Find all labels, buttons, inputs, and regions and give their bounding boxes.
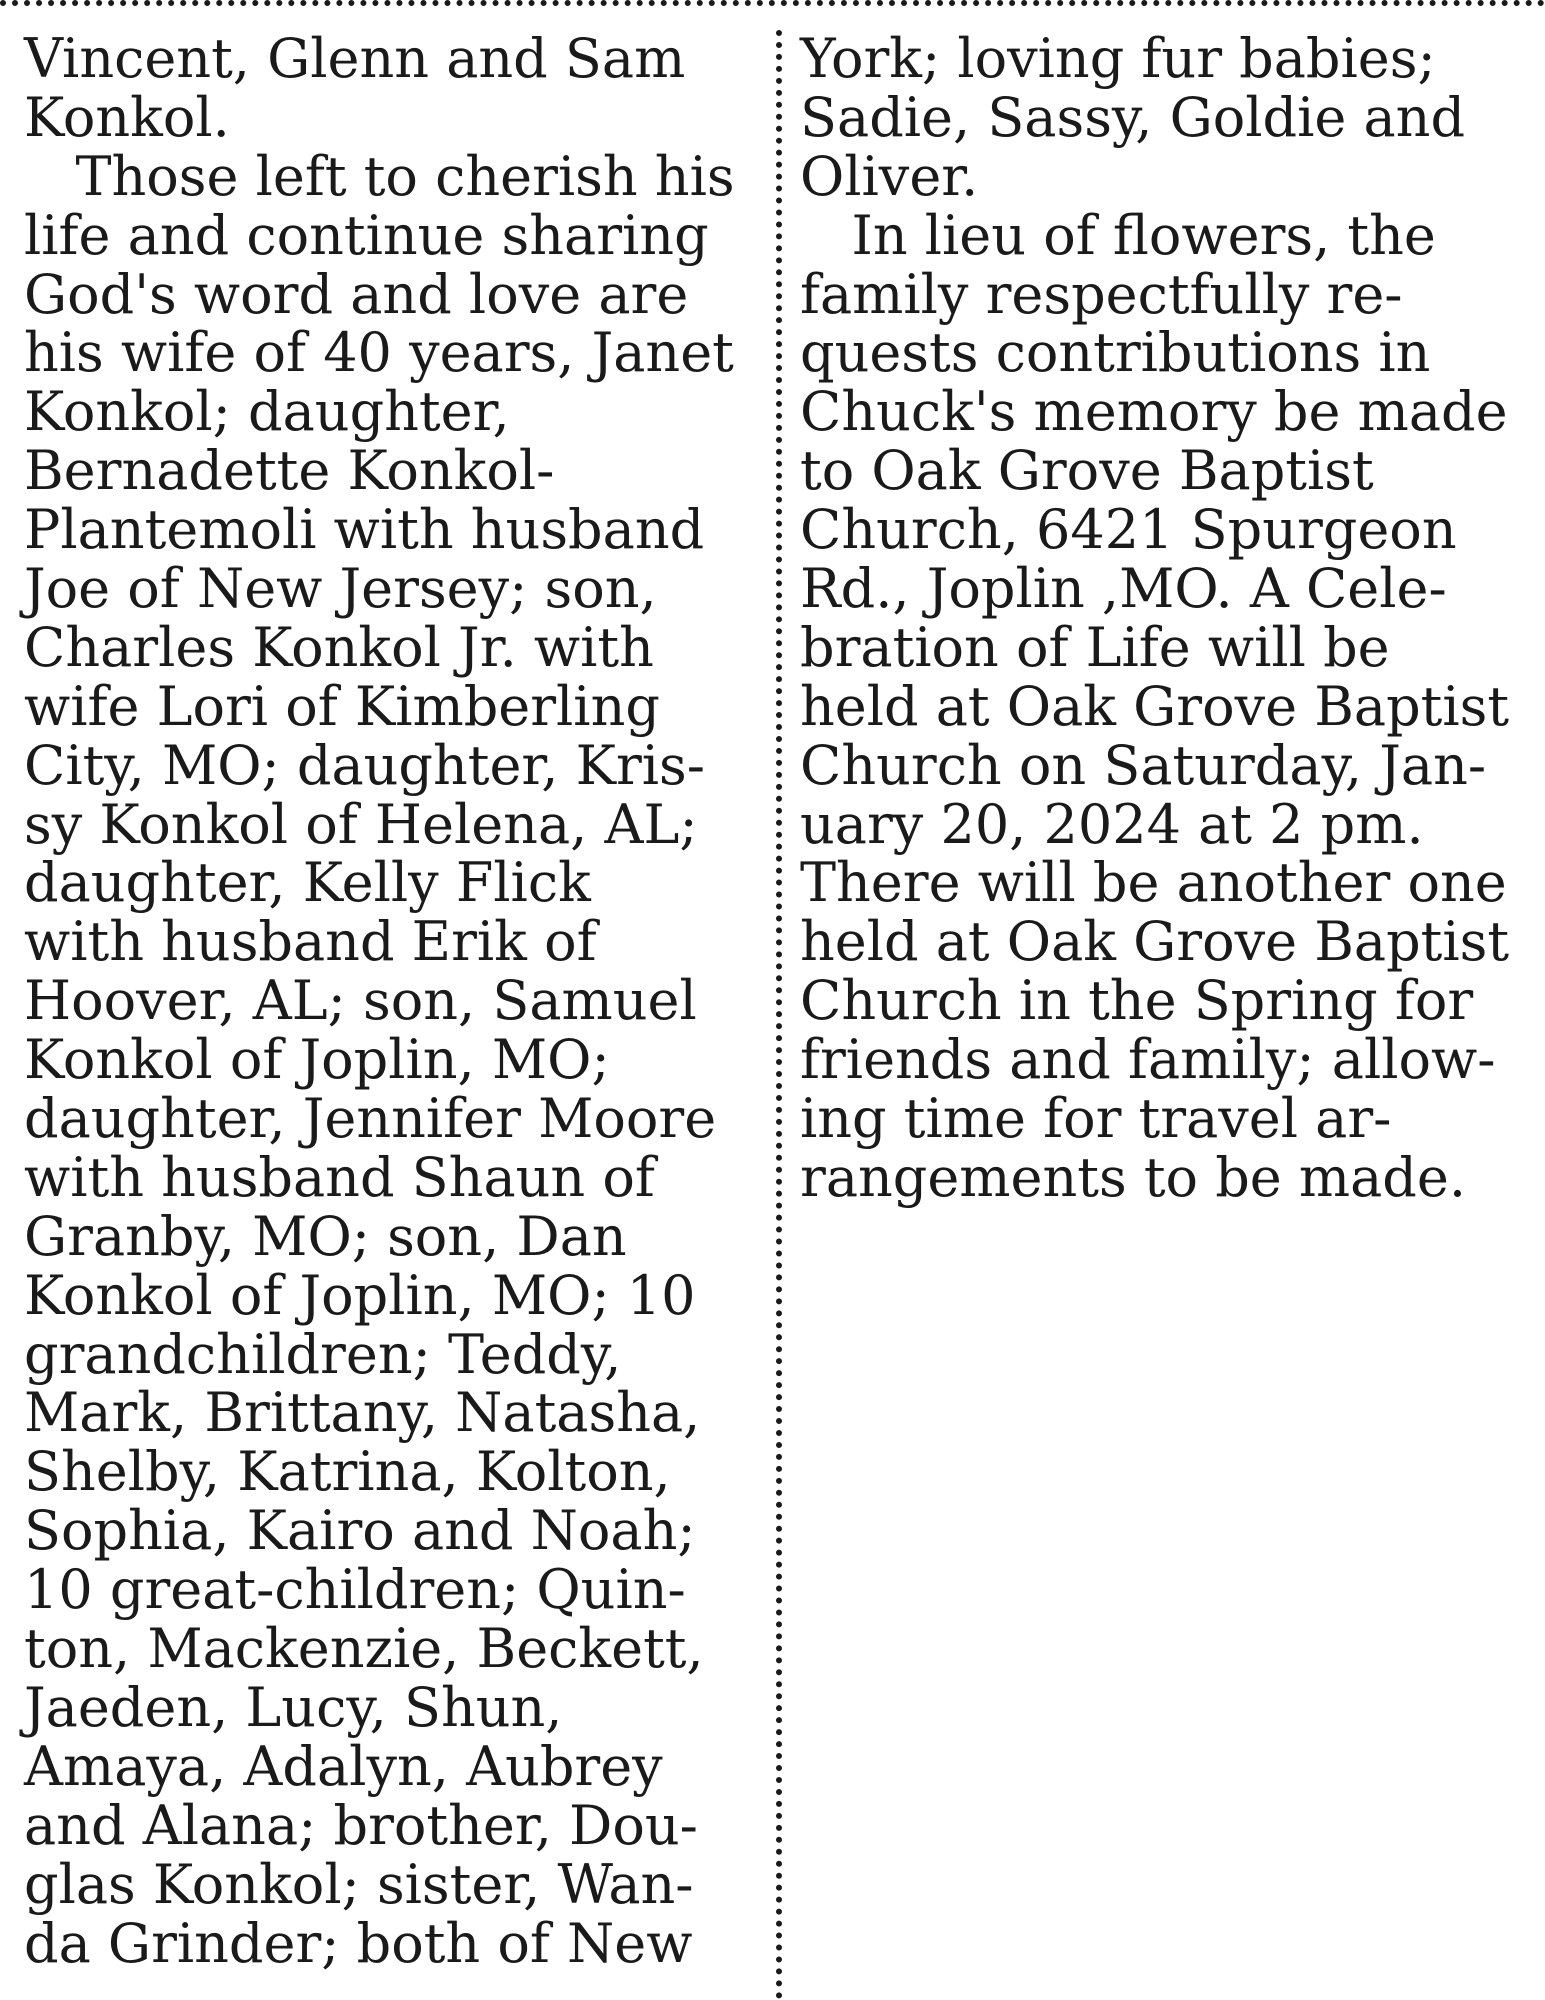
text-line: and Alana; brother, Dou- [24, 1793, 698, 1857]
text-line: Shelby, Katrina, Kolton, [24, 1440, 671, 1504]
text-line: sy Konkol of Helena, AL; [24, 792, 698, 856]
text-line: Vincent, Glenn and Sam [24, 27, 686, 90]
obituary-column-right [800, 27, 1540, 1209]
text-line: bration of Life will be [800, 615, 1390, 679]
text-line: Hoover, AL; son, Samuel [24, 969, 697, 1033]
text-line: Rd., Joplin ,MO. A Cele- [800, 557, 1447, 621]
text-line: Those left to cherish his [24, 144, 735, 208]
text-line: York; loving fur babies; [800, 27, 1436, 90]
text-line: Chuck's memory be made [800, 380, 1508, 444]
text-line: uary 20, 2024 at 2 pm. [800, 792, 1424, 856]
text-line: friends and family; allow- [800, 1028, 1496, 1092]
text-line: Mark, Brittany, Natasha, [24, 1381, 701, 1445]
column-divider-dotted [776, 30, 782, 2000]
text-line: grandchildren; Teddy, [24, 1322, 622, 1386]
text-line: his wife of 40 years, Janet [24, 321, 734, 385]
text-line: held at Oak Grove Baptist [800, 674, 1510, 738]
text-line: daughter, Jennifer Moore [24, 1087, 717, 1151]
text-line: Konkol. [24, 85, 230, 149]
text-line: Konkol of Joplin, MO; 10 [24, 1263, 696, 1327]
text-line: Konkol of Joplin, MO; [24, 1028, 610, 1092]
text-line: Sophia, Kairo and Noah; [24, 1499, 696, 1563]
text-line: with husband Shaun of [24, 1145, 655, 1209]
text-line: Jaeden, Lucy, Shun, [24, 1675, 563, 1739]
text-line: wife Lori of Kimberling [24, 674, 660, 738]
text-line: Sadie, Sassy, Goldie and [800, 85, 1466, 149]
text-line: Granby, MO; son, Dan [24, 1204, 627, 1268]
text-line: glas Konkol; sister, Wan- [24, 1852, 694, 1916]
text-line: rangements to be made. [800, 1145, 1466, 1209]
text-line: with husband Erik of [24, 910, 597, 974]
text-line: da Grinder; both of New [24, 1911, 693, 1975]
text-line: Charles Konkol Jr. with [24, 615, 654, 679]
text-line: God's word and love are [24, 262, 689, 326]
text-line: Oliver. [800, 144, 979, 208]
text-line: daughter, Kelly Flick [24, 851, 591, 915]
obituary-column-left [24, 27, 764, 1975]
text-line: Church, 6421 Spurgeon [800, 498, 1457, 562]
text-line: Joe of New Jersey; son, [24, 557, 657, 621]
text-line: Church on Saturday, Jan- [800, 733, 1487, 797]
text-line: Amaya, Adalyn, Aubrey [24, 1734, 663, 1798]
text-line: held at Oak Grove Baptist [800, 910, 1510, 974]
text-line: 10 great-children; Quin- [24, 1558, 686, 1622]
text-line: to Oak Grove Baptist [800, 439, 1374, 503]
text-line: life and continue sharing [24, 203, 709, 267]
text-line: City, MO; daughter, Kris- [24, 733, 706, 797]
text-line: Bernadette Konkol- [24, 439, 555, 503]
text-line: Plantemoli with husband [24, 498, 705, 562]
top-dotted-rule [0, 0, 1545, 6]
text-line: quests contributions in [800, 321, 1431, 385]
text-line: family respectfully re- [800, 262, 1403, 326]
text-line: ing time for travel ar- [800, 1087, 1392, 1151]
text-line: There will be another one [800, 851, 1507, 915]
text-line: Konkol; daughter, [24, 380, 510, 444]
text-line: ton, Mackenzie, Beckett, [24, 1617, 704, 1681]
text-line: In lieu of flowers, the [800, 203, 1436, 267]
text-line: Church in the Spring for [800, 969, 1474, 1033]
